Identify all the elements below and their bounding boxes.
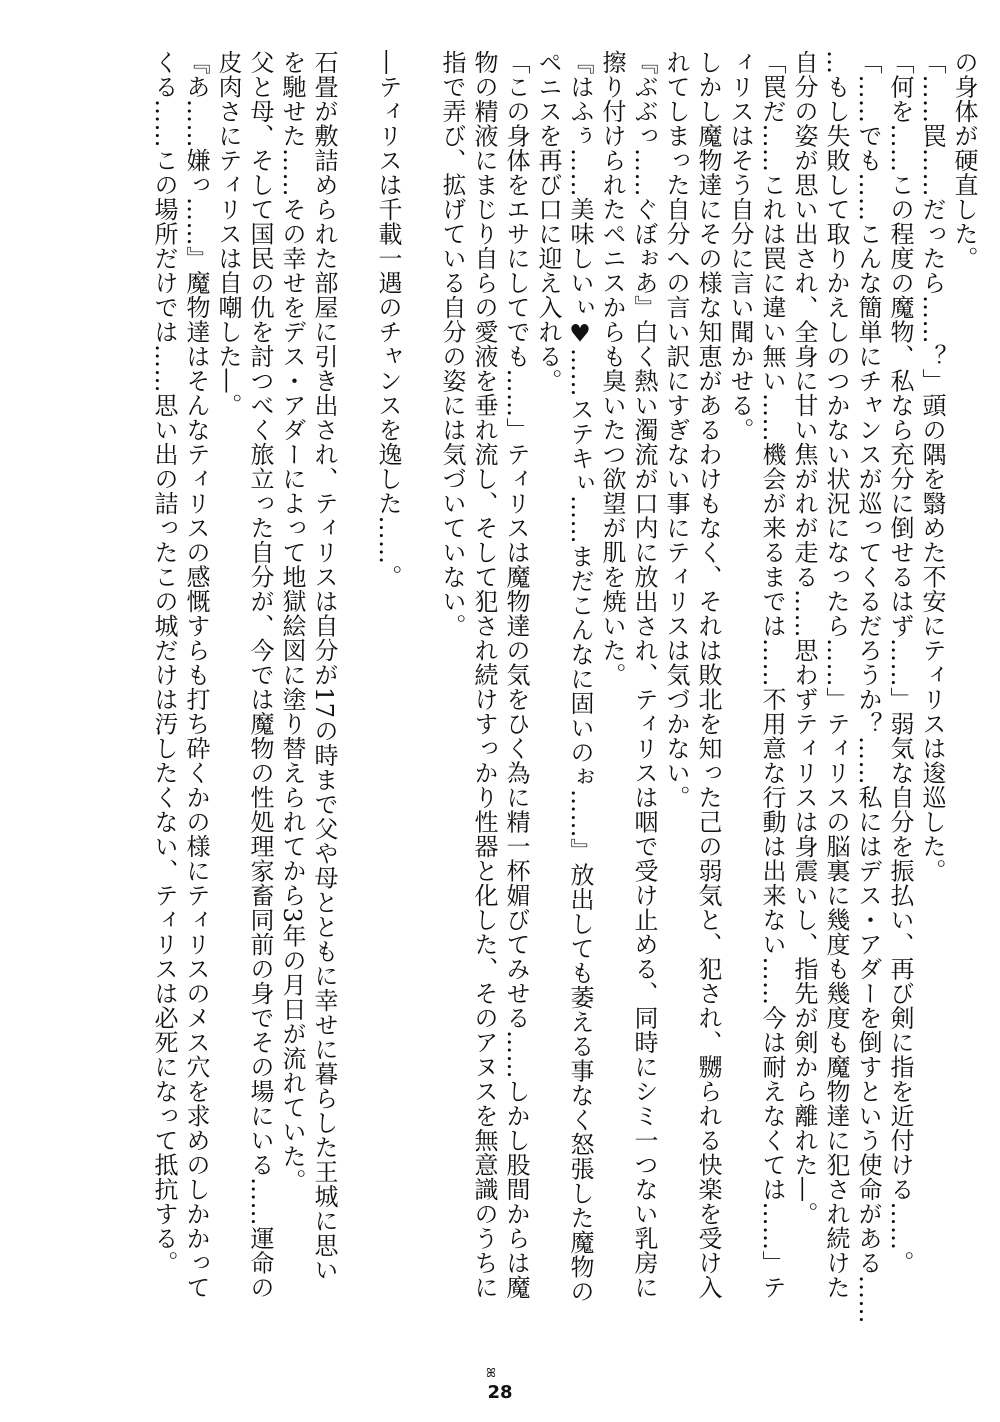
text-column: の身体が硬直した。 (950, 50, 978, 271)
text-column: 自分の姿が思い出され、全身に甘い焦がれが走る……思わずティリスは身震いし、指先が剣から離れた―。 (790, 50, 818, 1226)
text-column: くる……この場所だけでは……思い出の詰ったこの城だけは汚したくない、ティリスは必死になって抵抗する。 (150, 50, 178, 1275)
vertical-text-body (25, 50, 980, 1370)
text-column: 父と母、そして国民の仇を討つべく旅立った自分が、今では魔物の性処理家畜同前の身でその場にいる……運命の (246, 50, 274, 1300)
paragraph-gap (340, 50, 372, 1370)
text-column: 「罠だ……これは罠に違い無い……機会が来るまでは……不用意な行動は出来ない……今は耐えなくては……」テ (758, 50, 786, 1300)
text-column: 皮肉さにティリスは自嘲した―。 (214, 50, 242, 418)
text-column: ―ティリスは千載一遇のチャンスを逸した……。 (374, 50, 402, 589)
text-column: 「何を……この程度の魔物、私なら充分に倒せるはず……」弱気な自分を振払い、再び剣に指を近付ける……。 (886, 50, 914, 1275)
page-number-ornament: ꕤ (486, 1366, 496, 1380)
text-column: ィリスはそう自分に言い聞かせる。 (726, 50, 754, 442)
text-column: を馳せた……その幸せをデス・アダーによって地獄絵図に塗り替えられてから3年の月日が流れていた。 (278, 50, 306, 1193)
text-column: しかし魔物達にその様な知恵があるわけもなく、それは敗北を知った己の弱気と、犯され、嬲られる快楽を受け入 (694, 50, 722, 1300)
text-column: 「この身体をエサにしてでも……」ティリスは魔物達の気をひく為に精一杯媚びてみせる……しかし股間からは魔 (502, 50, 530, 1300)
text-column: 『ぶぶっ……ぐぼぉあ』白く熱い濁流が口内に放出され、ティリスは咽で受け止める、同時にシミ一つない乳房に (630, 50, 658, 1300)
text-column: 「……でも……こんな簡単にチャンスが巡ってくるだろうか？……私にはデス・アダーを倒すという使命がある…… (854, 50, 882, 1324)
text-column: 擦り付けられたペニスからも臭いたつ欲望が肌を焼いた。 (598, 50, 626, 687)
text-column: 物の精液にまじり自らの愛液を垂れ流し、そして犯され続けすっかり性器と化した、そのアヌスを無意識のうちに (470, 50, 498, 1300)
text-column: 石畳が敷詰められた部屋に引き出され、ティリスは自分が17の時まで父や母とともに幸せに暮らした王城に思い (310, 50, 338, 1283)
text-column: …もし失敗して取りかえしのつかない状況になったら……」ティリスの脳裏に幾度も幾度も魔物達に犯され続けた (822, 50, 850, 1300)
text-column: 『あ……嫌っ……』魔物達はそんなティリスの感慨すらも打ち砕くかの様にティリスのメス穴を求めのしかかって (182, 50, 210, 1300)
text-column: 『はふぅ……美味しいぃ♥……ステキぃ……まだこんなに固いのぉ……』放出しても萎える事なく怒張した魔物の (566, 50, 594, 1304)
text-column: 「……罠……だったら……？」頭の隅を翳めた不安にティリスは逡巡した。 (918, 50, 946, 883)
text-column: 指で弄び、拡げている自分の姿には気づいていない。 (438, 50, 466, 638)
paragraph-gap (404, 50, 436, 1370)
text-column: ペニスを再び口に迎え入れる。 (534, 50, 562, 393)
page-number: 28 (487, 1382, 513, 1403)
text-column: れてしまった自分への言い訳にすぎない事にティリスは気づかない。 (662, 50, 690, 810)
